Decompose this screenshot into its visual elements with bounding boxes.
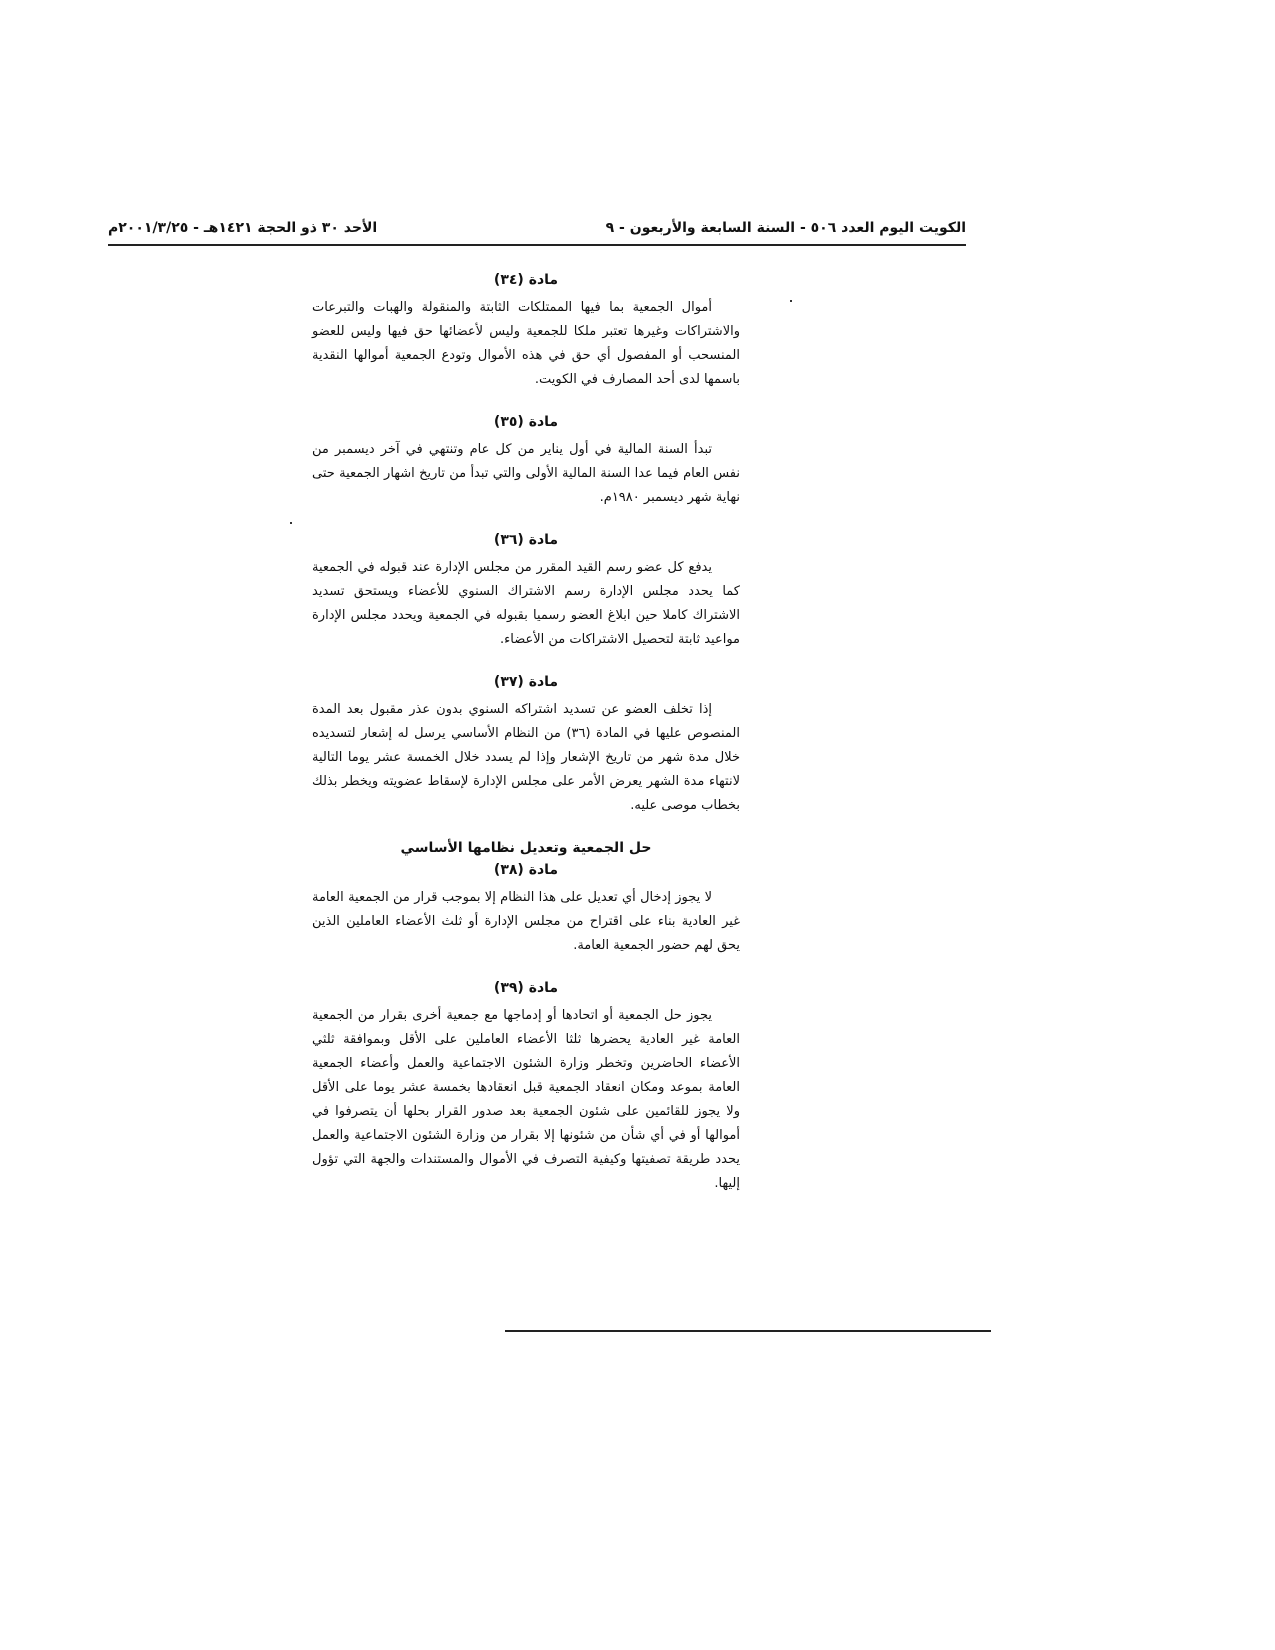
- page-header: [108, 214, 966, 246]
- article-title: مادة (٣٨): [493, 862, 559, 878]
- scan-speck: [290, 522, 292, 524]
- article-title: مادة (٣٩): [493, 980, 559, 996]
- end-of-page-rule: [505, 1330, 991, 1332]
- article-37: [312, 672, 740, 818]
- article-38: [312, 860, 740, 958]
- article-title: مادة (٣٧): [493, 674, 559, 690]
- scan-speck: [790, 300, 792, 302]
- article-title: مادة (٣٤): [493, 272, 559, 288]
- header-date: الأحد ٣٠ ذو الحجة ١٤٢١هـ - ٢٠٠١/٣/٢٥م: [108, 220, 378, 236]
- article-39: [312, 978, 740, 1196]
- section-heading: حل الجمعية وتعديل نظامها الأساسي: [400, 840, 652, 856]
- header-publication-info: الكويت اليوم العدد ٥٠٦ - السنة السابعة والأربعون - ٩: [605, 220, 966, 236]
- article-text: يجوز حل الجمعية أو اتحادها أو إدماجها مع جمعية أخرى بقرار من الجمعية العامة غير العادية يحضرها ثلثا الأعضاء العاملين على الأقل وبموافقة ثلثي الأعضاء الحاضرين وتخطر وزارة الشئون الاجتماعية والعمل وأعضاء الجمعية العامة بموعد ومكان انعقاد الجمعية قبل انعقادها بخمسة عشر يوما على الأقل ولا يجوز للقائمين على شئون الجمعية بعد صدور القرار بحلها أن يتصرفوا في أموالها أو في أي شأن من شئونها إلا بقرار من وزارة الشئون الاجتماعية والعمل يحدد طريقة تصفيتها وكيفية التصرف في الأموال والمستندات والجهة التي تؤول إليها.: [312, 1008, 740, 1191]
- article-text: يدفع كل عضو رسم القيد المقرر من مجلس الإدارة عند قبوله في الجمعية كما يحدد مجلس الإدارة رسم الاشتراك السنوي للأعضاء ويستحق تسديد الاشتراك كاملا حين ابلاغ العضو رسميا بقبوله في الجمعية ويحدد مجلس الإدارة مواعيد ثابتة لتحصيل الاشتراكات من الأعضاء.: [312, 560, 740, 647]
- article-text: تبدأ السنة المالية في أول يناير من كل عام وتنتهي في آخر ديسمبر من نفس العام فيما عدا السنة المالية الأولى والتي تبدأ من تاريخ اشهار الجمعية حتى نهاية شهر ديسمبر ١٩٨٠م.: [312, 442, 740, 505]
- article-36: [312, 530, 740, 652]
- article-text: إذا تخلف العضو عن تسديد اشتراكه السنوي بدون عذر مقبول بعد المدة المنصوص عليها في المادة (٣٦) من النظام الأساسي يرسل له إشعار لتسديده خلال مدة شهر من تاريخ الإشعار وإذا لم يسدد خلال الخمسة عشر يوما التالية لانتهاء مدة الشهر يعرض الأمر على مجلس الإدارة لإسقاط عضويته ويخطر بذلك بخطاب موصى عليه.: [312, 702, 740, 813]
- article-35: [312, 412, 740, 510]
- article-text: لا يجوز إدخال أي تعديل على هذا النظام إلا بموجب قرار من الجمعية العامة غير العادية بناء على اقتراح من مجلس الإدارة أو ثلث الأعضاء العاملين الذين يحق لهم حضور الجمعية العامة.: [312, 890, 740, 953]
- article-34: [312, 270, 740, 392]
- article-title: مادة (٣٥): [493, 414, 559, 430]
- document-body: [312, 270, 740, 1216]
- article-text: أموال الجمعية بما فيها الممتلكات الثابتة والمنقولة والهبات والتبرعات والاشتراكات وغيرها تعتبر ملكا للجمعية وليس لأعضائها حق فيها وليس للعضو المنسحب أو المفصول أي حق في هذه الأموال وتودع الجمعية أموالها النقدية باسمها لدى أحد المصارف في الكويت.: [312, 300, 740, 387]
- article-title: مادة (٣٦): [493, 532, 559, 548]
